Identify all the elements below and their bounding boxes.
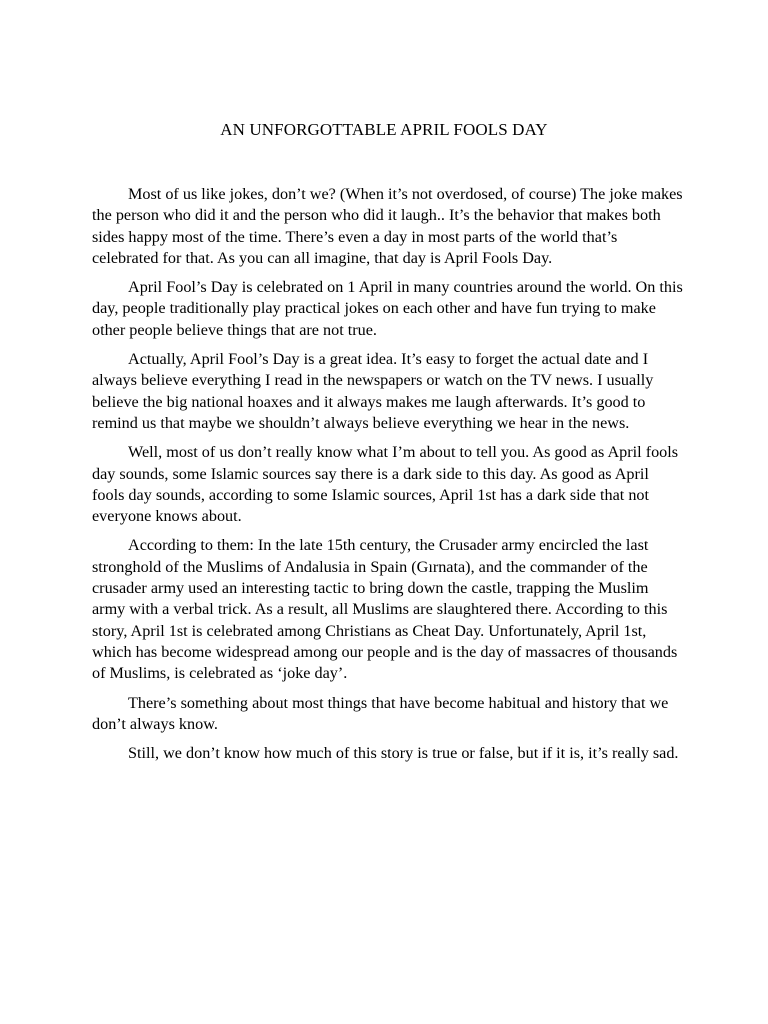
document-body [92, 184, 684, 772]
paragraph-5: According to them: In the late 15th century, the Crusader army encircled the last stronghold of the Muslims of Andalusia in Spain (Gırnata), and the commander of the crusader army used an interesting tactic to bring down the castle, trapping the Muslim army with a verbal trick. As a result, all Muslims are slaughtered there. According to this story, April 1st is celebrated among Christians as Cheat Day. Unfortunately, April 1st, which has become widespread among our people and is the day of massacres of thousands of Muslims, is celebrated as ‘joke day’. [92, 536, 678, 683]
paragraph-4: Well, most of us don’t really know what I’m about to tell you. As good as April fools day sounds, some Islamic sources say there is a dark side to this day. As good as April fools day sounds, according to some Islamic sources, April 1st has a dark side that not everyone knows about. [92, 443, 679, 526]
paragraph-7: Still, we don’t know how much of this story is true or false, but if it is, it’s really sad. [128, 744, 679, 763]
paragraph-6: There’s something about most things that have become habitual and history that we don’t always know. [92, 693, 669, 733]
document-title: AN UNFORGOTTABLE APRIL FOOLS DAY [220, 120, 548, 139]
paragraph-2: April Fool’s Day is celebrated on 1 April in many countries around the world. On this day, people traditionally play practical jokes on each other and have fun trying to make other people believe things that are not true. [92, 278, 683, 339]
paragraph-1: Most of us like jokes, don’t we? (When it’s not overdosed, of course) The joke makes the person who did it and the person who did it laugh.. It’s the behavior that makes both sides happy most of the time. There’s even a day in most parts of the world that’s celebrated for that. As you can all imagine, that day is April Fools Day. [92, 185, 683, 267]
paragraph-3: Actually, April Fool’s Day is a great idea. It’s easy to forget the actual date and I always believe everything I read in the newspapers or watch on the TV news. I usually believe the big national hoaxes and it always makes me laugh afterwards. It’s good to remind us that maybe we shouldn’t always believe everything we hear in the news. [92, 350, 654, 432]
